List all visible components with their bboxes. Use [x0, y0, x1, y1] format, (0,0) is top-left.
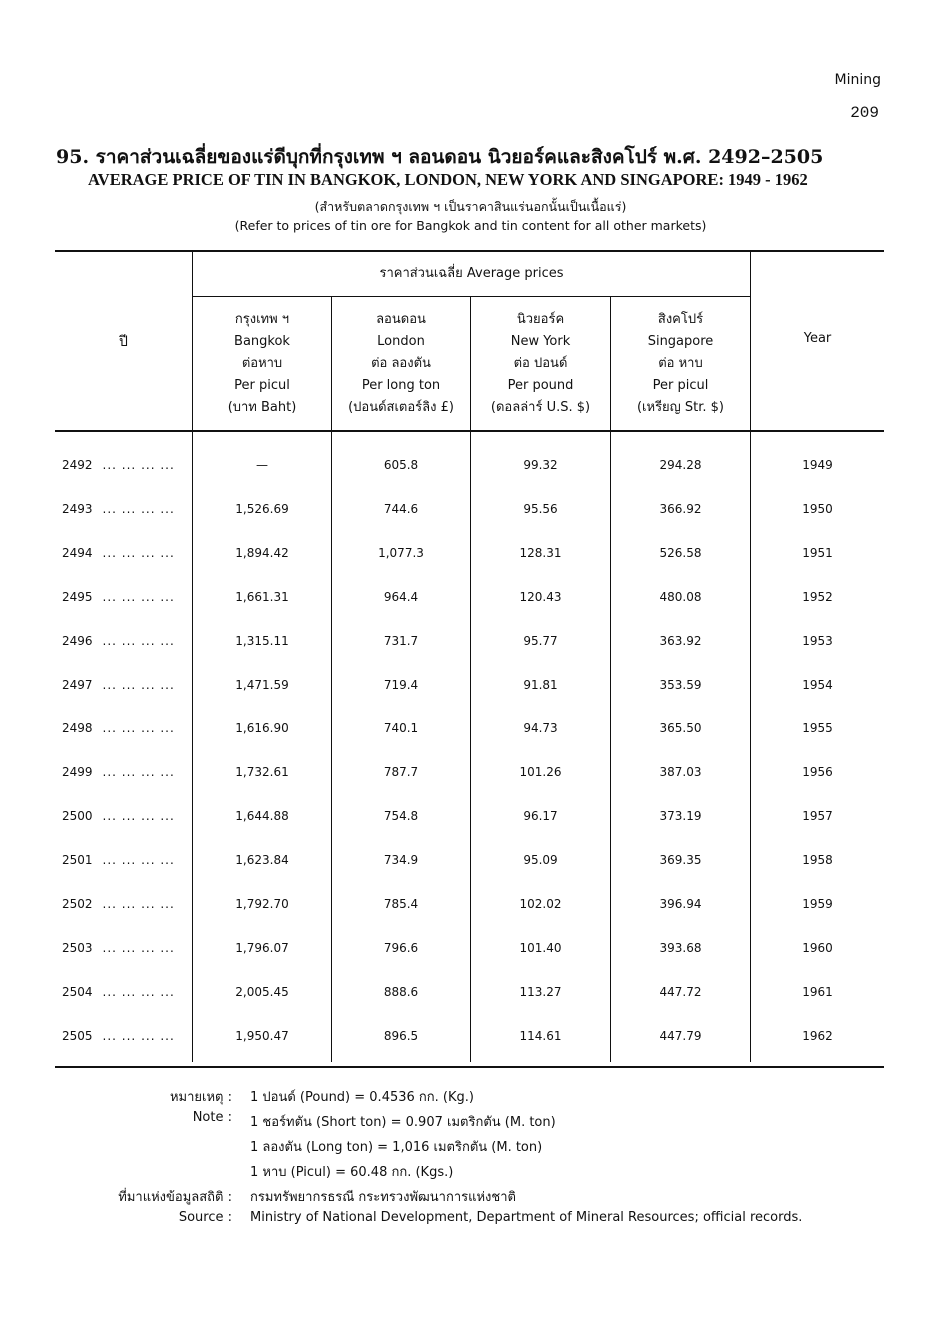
cell-london: 785.4: [383, 897, 419, 911]
cell-london: 719.4: [383, 678, 419, 692]
cell-year: 1962: [802, 1029, 833, 1043]
cell-newyork: 91.81: [523, 678, 558, 692]
cell-london: 731.7: [383, 634, 419, 648]
cell-newyork: 95.56: [523, 502, 558, 516]
cell-newyork: 95.77: [523, 634, 558, 648]
header-line: Per long ton: [361, 378, 441, 393]
cell-london: 787.7: [383, 765, 419, 779]
source-label-english: Source :: [178, 1210, 232, 1225]
be-year-value: 2493: [62, 502, 93, 516]
header-line: ต่อ ปอนด์: [513, 356, 568, 371]
header-year-english: Year: [803, 331, 832, 346]
dot-leader: ... ... ... ...: [102, 546, 175, 560]
be-year-value: 2502: [62, 897, 93, 911]
cell-singapore: 447.79: [659, 1029, 702, 1043]
cell-year: 1954: [802, 678, 833, 692]
cell-year: 1958: [802, 853, 833, 867]
dot-leader: ... ... ... ...: [102, 897, 175, 911]
header-line: Per pound: [507, 378, 574, 393]
header-line: (เหรียญ Str. $): [636, 400, 724, 415]
subtitle-english: (Refer to prices of tin ore for Bangkok and tin content for all other markets): [234, 218, 707, 233]
cell-london: 754.8: [383, 809, 419, 823]
be-year-value: 2505: [62, 1029, 93, 1043]
cell-year: 1950: [802, 502, 833, 516]
dot-leader: ... ... ... ...: [102, 1029, 175, 1043]
cell-bangkok: 1,950.47: [235, 1029, 289, 1043]
table-title-thai: 95. ราคาส่วนเฉลี่ยของแร่ดีบุกที่กรุงเทพ ฯ ลอนดอน นิวยอร์คและสิงคโปร์ พ.ศ. 2492–2505: [56, 146, 824, 168]
dot-leader: ... ... ... ...: [102, 634, 175, 648]
source-thai: กรมทรัพยากรธรณี กระทรวงพัฒนาการแห่งชาติ: [250, 1190, 516, 1205]
header-line: ต่อหาบ: [241, 356, 283, 371]
header-line: Singapore: [647, 334, 714, 349]
cell-singapore: 369.35: [659, 853, 702, 867]
table-top-rule: [55, 250, 884, 252]
header-line: (บาท Baht): [227, 400, 297, 415]
row-be-year: [62, 853, 175, 867]
dot-leader: ... ... ... ...: [102, 985, 175, 999]
note-line: 1 ลองตัน (Long ton) = 1,016 เมตริกตัน (M. ton): [250, 1140, 543, 1155]
header-line: London: [377, 334, 425, 349]
cell-year: 1953: [802, 634, 833, 648]
cell-year: 1960: [802, 941, 833, 955]
cell-singapore: 353.59: [659, 678, 702, 692]
cell-bangkok: 1,792.70: [235, 897, 289, 911]
header-line: กรุงเทพ ฯ: [234, 312, 290, 327]
cell-bangkok: 1,796.07: [235, 941, 289, 955]
cell-bangkok: 1,623.84: [235, 853, 289, 867]
cell-newyork: 94.73: [523, 721, 558, 735]
note-label-thai: หมายเหตุ :: [169, 1090, 232, 1105]
cell-year: 1957: [802, 809, 833, 823]
row-be-year: [62, 941, 175, 955]
be-year-value: 2496: [62, 634, 93, 648]
cell-london: 734.9: [383, 853, 419, 867]
row-be-year: [62, 590, 175, 604]
cell-year: 1955: [802, 721, 833, 735]
be-year-value: 2498: [62, 721, 93, 735]
header-line: ต่อ หาบ: [658, 356, 703, 371]
cell-bangkok: 2,005.45: [235, 985, 289, 999]
header-line: Per picul: [234, 378, 290, 393]
cell-newyork: 120.43: [519, 590, 562, 604]
cell-london: 964.4: [383, 590, 419, 604]
row-be-year: [62, 765, 175, 779]
cell-bangkok: 1,644.88: [235, 809, 289, 823]
cell-newyork: 128.31: [519, 546, 562, 560]
row-be-year: [62, 678, 175, 692]
cell-newyork: 99.32: [523, 458, 558, 472]
cell-newyork: 114.61: [519, 1029, 562, 1043]
cell-bangkok: 1,616.90: [235, 721, 289, 735]
cell-singapore: 526.58: [659, 546, 702, 560]
note-line: 1 ปอนด์ (Pound) = 0.4536 กก. (Kg.): [250, 1090, 474, 1105]
cell-bangkok: 1,894.42: [235, 546, 289, 560]
header-line: New York: [510, 334, 571, 349]
dot-leader: ... ... ... ...: [102, 853, 175, 867]
cell-singapore: 480.08: [659, 590, 702, 604]
be-year-value: 2494: [62, 546, 93, 560]
header-line: (ดอลล่าร์ U.S. $): [490, 400, 591, 415]
be-year-value: 2501: [62, 853, 93, 867]
header-line: นิวยอร์ค: [516, 312, 565, 327]
cell-singapore: 393.68: [659, 941, 702, 955]
section-label: Mining: [834, 72, 881, 88]
cell-year: 1951: [802, 546, 833, 560]
cell-year: 1952: [802, 590, 833, 604]
cell-singapore: 294.28: [659, 458, 702, 472]
be-year-value: 2504: [62, 985, 93, 999]
dot-leader: ... ... ... ...: [102, 809, 175, 823]
row-be-year: [62, 897, 175, 911]
cell-london: 744.6: [383, 502, 419, 516]
cell-london: 1,077.3: [378, 546, 424, 560]
cell-bangkok: 1,661.31: [235, 590, 289, 604]
dot-leader: ... ... ... ...: [102, 721, 175, 735]
be-year-value: 2497: [62, 678, 93, 692]
cell-newyork: 102.02: [519, 897, 562, 911]
cell-year: 1956: [802, 765, 833, 779]
cell-newyork: 95.09: [523, 853, 558, 867]
cell-bangkok: 1,526.69: [235, 502, 289, 516]
cell-singapore: 396.94: [659, 897, 702, 911]
cell-london: 740.1: [383, 721, 419, 735]
header-line: (ปอนด์สเตอร์ลิง £): [348, 400, 454, 415]
cell-bangkok: 1,732.61: [235, 765, 289, 779]
row-be-year: [62, 721, 175, 735]
note-line: 1 หาบ (Picul) = 60.48 กก. (Kgs.): [250, 1165, 454, 1180]
be-year-value: 2492: [62, 458, 93, 472]
row-be-year: [62, 809, 175, 823]
cell-singapore: 363.92: [659, 634, 702, 648]
cell-singapore: 447.72: [659, 985, 702, 999]
cell-bangkok: —: [256, 458, 268, 472]
cell-bangkok: 1,471.59: [235, 678, 289, 692]
header-bangkok: [193, 309, 331, 419]
note-label-english: Note :: [192, 1110, 232, 1125]
cell-newyork: 101.40: [519, 941, 562, 955]
source-label-thai: ที่มาแห่งข้อมูลสถิติ :: [118, 1190, 232, 1205]
cell-london: 896.5: [383, 1029, 419, 1043]
cell-year: 1961: [802, 985, 833, 999]
header-london: [332, 309, 470, 419]
cell-london: 796.6: [383, 941, 419, 955]
dot-leader: ... ... ... ...: [102, 590, 175, 604]
group-header-average-prices: ราคาส่วนเฉลี่ย Average prices: [379, 266, 564, 281]
be-year-value: 2500: [62, 809, 93, 823]
header-line: Per picul: [652, 378, 709, 393]
cell-year: 1949: [802, 458, 833, 472]
dot-leader: ... ... ... ...: [102, 458, 175, 472]
note-line: 1 ชอร์ทตัน (Short ton) = 0.907 เมตริกตัน (M. ton): [250, 1115, 556, 1130]
dot-leader: ... ... ... ...: [102, 678, 175, 692]
source-english: Ministry of National Development, Department of Mineral Resources; official records.: [250, 1210, 803, 1225]
table-bottom-rule: [55, 1066, 884, 1068]
table-title-english: AVERAGE PRICE OF TIN IN BANGKOK, LONDON, NEW YORK AND SINGAPORE: 1949 - 1962: [88, 170, 808, 189]
cell-london: 605.8: [383, 458, 419, 472]
row-be-year: [62, 985, 175, 999]
row-be-year: [62, 634, 175, 648]
header-year-thai: ปี: [119, 334, 128, 350]
header-singapore: [611, 309, 750, 419]
header-line: สิงคโปร์: [657, 312, 704, 327]
dot-leader: ... ... ... ...: [102, 941, 175, 955]
dot-leader: ... ... ... ...: [102, 502, 175, 516]
row-be-year: [62, 458, 175, 472]
be-year-value: 2503: [62, 941, 93, 955]
header-line: ลอนดอน: [376, 312, 426, 327]
row-be-year: [62, 1029, 175, 1043]
cell-singapore: 387.03: [659, 765, 702, 779]
header-newyork: [471, 309, 610, 419]
header-line: Bangkok: [234, 334, 290, 349]
cell-bangkok: 1,315.11: [235, 634, 289, 648]
dot-leader: ... ... ... ...: [102, 765, 175, 779]
cell-london: 888.6: [383, 985, 419, 999]
page-number: 209: [850, 104, 879, 122]
cell-newyork: 96.17: [523, 809, 558, 823]
cell-year: 1959: [802, 897, 833, 911]
cell-singapore: 373.19: [659, 809, 702, 823]
be-year-value: 2499: [62, 765, 93, 779]
cell-singapore: 366.92: [659, 502, 702, 516]
header-line: ต่อ ลองตัน: [371, 356, 431, 371]
cell-singapore: 365.50: [659, 721, 702, 735]
subtitle-thai: (สำหรับตลาดกรุงเทพ ฯ เป็นราคาสินแร่นอกนั้นเป็นเนื้อแร่): [314, 199, 627, 214]
row-be-year: [62, 502, 175, 516]
cell-newyork: 113.27: [519, 985, 562, 999]
row-be-year: [62, 546, 175, 560]
group-header-rule: [193, 296, 750, 297]
cell-newyork: 101.26: [519, 765, 562, 779]
be-year-value: 2495: [62, 590, 93, 604]
